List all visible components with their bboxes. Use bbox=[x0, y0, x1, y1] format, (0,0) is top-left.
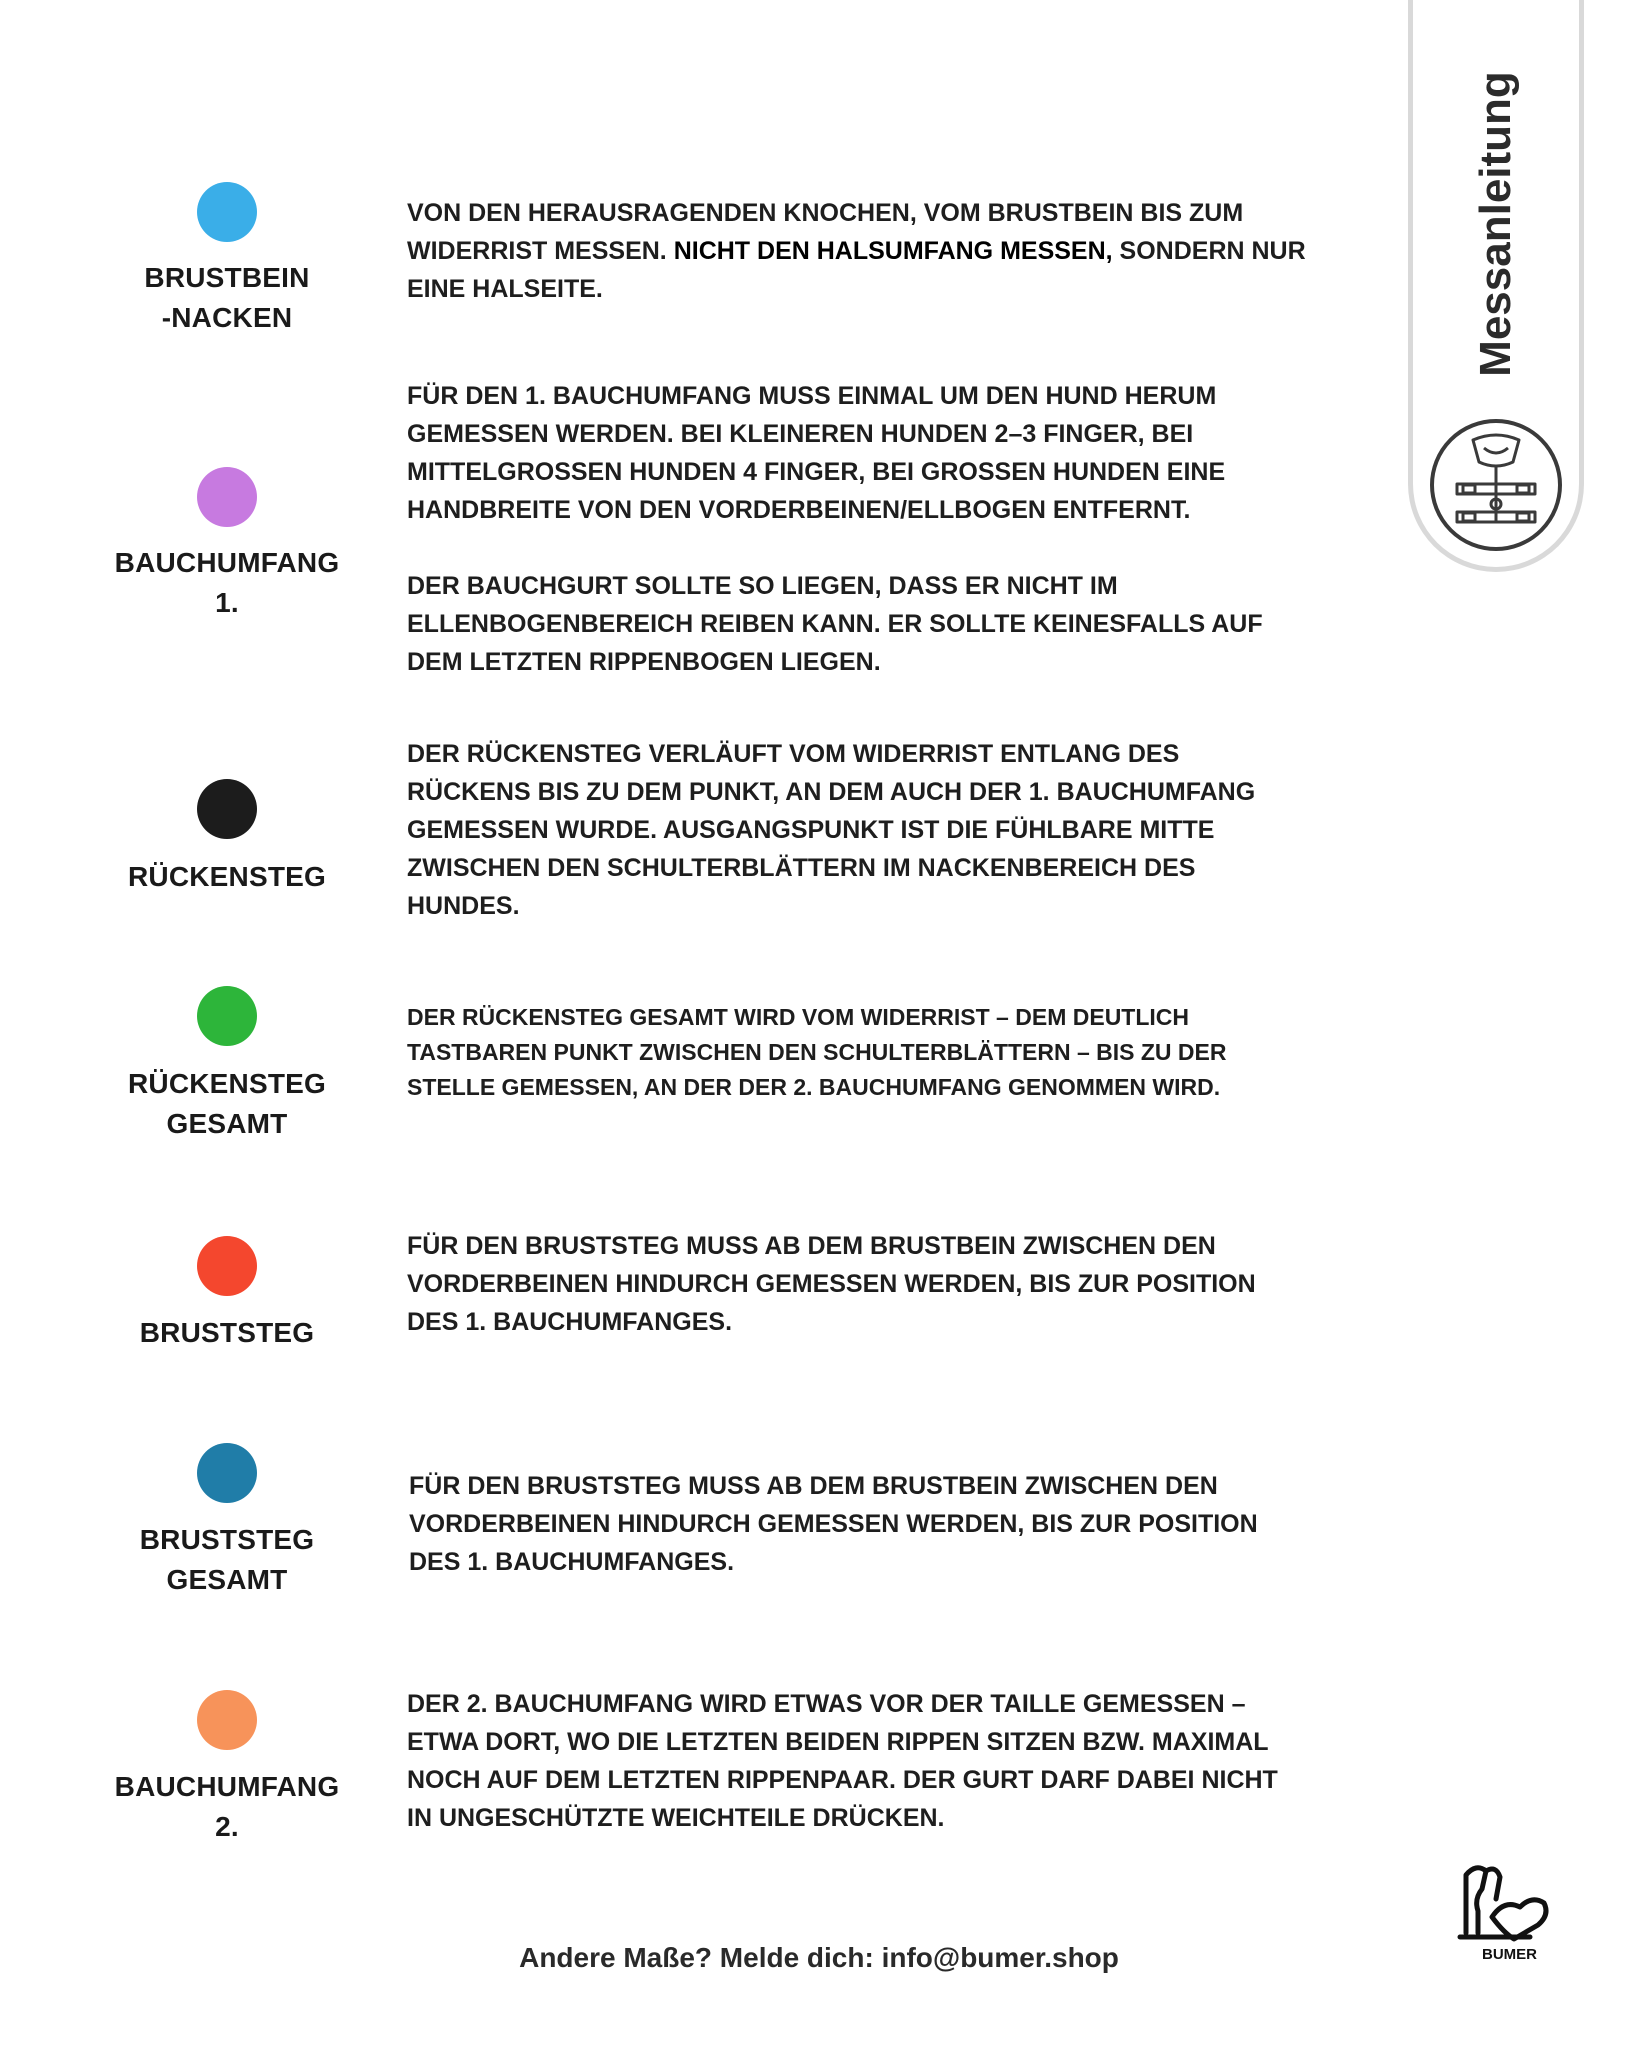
color-dot-rueckensteg-gesamt bbox=[197, 986, 257, 1046]
color-dot-rueckensteg bbox=[197, 779, 257, 839]
description-bruststeg: FÜR DEN BRUSTSTEG MUSS AB DEM BRUSTBEIN ZWISCHEN DEN VORDERBEINEN HINDURCH GEMESSEN WERDEN, BIS ZUR POSITION DES 1. BAUCHUMFANGES. bbox=[407, 1232, 1256, 1336]
color-dot-bauchumfang-1 bbox=[197, 467, 257, 527]
label-bruststeg: BRUSTSTEG bbox=[139, 1317, 315, 1348]
side-tab-title-text: Messanleitung bbox=[1471, 71, 1520, 377]
color-dot-bauchumfang-2 bbox=[197, 1690, 257, 1750]
description-bruststeg-gesamt: FÜR DEN BRUSTSTEG MUSS AB DEM BRUSTBEIN ZWISCHEN DEN VORDERBEINEN HINDURCH GEMESSEN WERDEN, BIS ZUR POSITION DES 1. BAUCHUMFANGES. bbox=[409, 1472, 1258, 1576]
color-dot-bruststeg bbox=[197, 1236, 257, 1296]
logo-text: BUMER bbox=[1482, 1946, 1537, 1963]
color-dot-bruststeg-gesamt bbox=[197, 1443, 257, 1503]
description-rueckensteg-gesamt: DER RÜCKENSTEG GESAMT WIRD VOM WIDERRIST – DEM DEUTLICH TASTBAREN PUNKT ZWISCHEN DEN SCHULTERBLÄTTERN – BIS ZU DER STELLE GEMESSEN, AN DER DER 2. BAUCHUMFANG GENOMMEN WIRD. bbox=[407, 1004, 1227, 1100]
description-text: VON DEN HERAUSRAGENDEN KNOCHEN, VOM BRUSTBEIN BIS ZUM WIDERRIST MESSEN. bbox=[407, 199, 1244, 265]
side-tab-title bbox=[1470, 71, 1522, 377]
footer-contact bbox=[0, 1942, 1638, 1974]
label-rueckensteg-gesamt: RÜCKENSTEG GESAMT bbox=[127, 1068, 326, 1139]
description-text-after: SONDERN NUR EINE HALSEITE. bbox=[407, 237, 1306, 303]
label-bauchumfang-2: BAUCHUMFANG 2. bbox=[114, 1771, 340, 1842]
description-paragraph: DER BAUCHGURT SOLLTE SO LIEGEN, DASS ER NICHT IM ELLENBOGENBEREICH REIBEN KANN. ER SOLLTE KEINESFALLS AUF DEM LETZTEN RIPPENBOGEN LIEGEN. bbox=[407, 572, 1263, 676]
color-dot-brustbein-nacken bbox=[197, 182, 257, 242]
label-bauchumfang-1: BAUCHUMFANG 1. bbox=[114, 547, 340, 618]
harness-icon bbox=[1429, 418, 1563, 552]
label-brustbein-nacken: BRUSTBEIN -NACKEN bbox=[144, 262, 310, 333]
label-rueckensteg: RÜCKENSTEG bbox=[127, 861, 326, 892]
footer-contact-text[interactable]: Andere Maße? Melde dich: info@bumer.shop bbox=[519, 1942, 1119, 1973]
description-rueckensteg: DER RÜCKENSTEG VERLÄUFT VOM WIDERRIST ENTLANG DES RÜCKENS BIS ZU DEM PUNKT, AN DEM AUCH DER 1. BAUCHUMFANG GEMESSEN WURDE. AUSGANGSPUNKT IST DIE FÜHLBARE MITTE ZWISCHEN DEN SCHULTERBLÄTTERN IM NACKENBEREICH DES HUNDES. bbox=[407, 740, 1256, 920]
label-bruststeg-gesamt: BRUSTSTEG GESAMT bbox=[139, 1524, 315, 1595]
description-brustbein-nacken bbox=[407, 194, 1307, 308]
description-bauchumfang-1 bbox=[407, 377, 1307, 681]
description-bauchumfang-2: DER 2. BAUCHUMFANG WIRD ETWAS VOR DER TAILLE GEMESSEN – ETWA DORT, WO DIE LETZTEN BEIDEN RIPPEN SITZEN BZW. MAXIMAL NOCH AUF DEM LETZTEN RIPPENPAAR. DER GURT DARF DABEI NICHT IN UNGESCHÜTZTE WEICHTEILE DRÜCKEN. bbox=[407, 1690, 1278, 1832]
description-paragraph: FÜR DEN 1. BAUCHUMFANG MUSS EINMAL UM DEN HUND HERUM GEMESSEN WERDEN. BEI KLEINEREN HUNDEN 2–3 FINGER, BEI MITTELGROSSEN HUNDEN 4 FINGER, BEI GROSSEN HUNDEN EINE HANDBREITE VON DEN VORDERBEINEN/ELLBOGEN ENTFERNT. bbox=[407, 382, 1226, 524]
description-emphasis: NICHT DEN HALSUMFANG MESSEN, bbox=[673, 237, 1113, 265]
